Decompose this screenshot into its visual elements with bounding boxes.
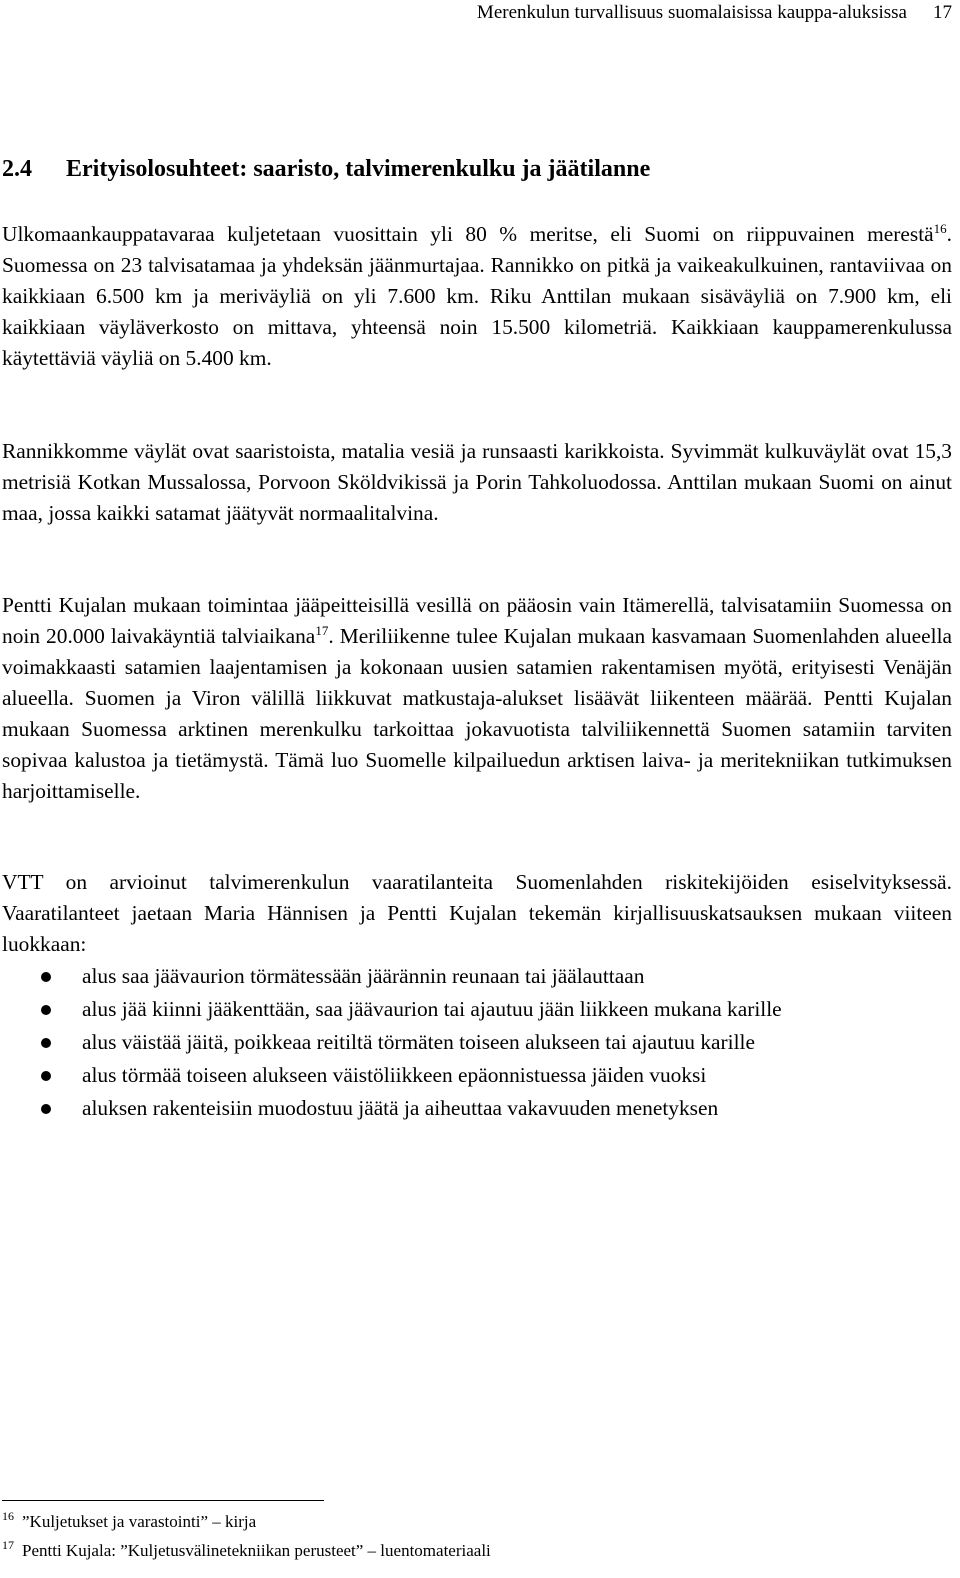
paragraph-1-text-a: Ulkomaankauppatavaraa kuljetetaan vuosittain yli 80 % meritse, eli Suomi on riippuvainen merestä	[2, 222, 934, 246]
list-item	[2, 961, 952, 992]
list-item	[2, 1027, 952, 1058]
footnote-text: Pentti Kujala: ”Kuljetusvälinetekniikan perusteet” – luentomateriaali	[22, 1541, 491, 1560]
paragraph-3-text-a: Pentti Kujalan mukaan toimintaa jääpeitteisillä vesillä on pääosin vain Itämerellä, talvisatamiin Suomessa on noin 20.000 laivakäyntiä talviaikana	[2, 593, 952, 648]
running-header-title: Merenkulun turvallisuus suomalaisissa kauppa-aluksissa	[476, 2, 907, 23]
section-heading	[2, 156, 650, 183]
bullet-icon	[41, 972, 51, 982]
bullet-icon	[41, 1104, 51, 1114]
paragraph-2: Rannikkomme väylät ovat saaristoista, matalia vesiä ja runsaasti karikkoista. Syvimmät kulkuväylät ovat 15,3 metrisiä Kotkan Mussalossa, Porvoon Sköldvikissä ja Porin Tahkoluodossa. Anttilan mukaan Suomi on ainut maa, jossa kaikki satamat jäätyvät normaalitalvina.	[2, 439, 952, 525]
list-item	[2, 1093, 952, 1124]
footnote-separator	[2, 1500, 324, 1501]
footnote-17	[2, 1538, 491, 1561]
footnote-16	[2, 1509, 257, 1532]
paragraph-3-text-b: . Meriliikenne tulee Kujalan mukaan kasvamaan Suomenlahden alueella voimakkaasti satamien laajentamisen ja kokonaan uusien satamien rakentamisen myötä, erityisesti Venäjän alueella. Suomen ja Viron välillä liikkuvat matkustaja-alukset lisäävät liikenteen määrää. Pentti Kujalan mukaan Suomessa arktinen merenkulku tarkoittaa jokavuotista talviliikennettä Suomen satamiin tarviten sopivaa kalustoa ja tietämystä. Tämä luo Suomelle kilpailuedun arktisen laiva- ja meritekniikan tutkimuksen harjoittamiselle.	[2, 624, 952, 803]
paragraph-1	[2, 219, 952, 374]
page-number: 17	[933, 2, 952, 23]
list-item-text: alus väistää jäitä, poikkeaa reitiltä törmäten toiseen alukseen tai ajautuu karille	[82, 1030, 755, 1054]
paragraph-4: VTT on arvioinut talvimerenkulun vaaratilanteita Suomenlahden riskitekijöiden esiselvityksessä. Vaaratilanteet jaetaan Maria Hännisen ja Pentti Kujalan tekemän kirjallisuuskatsauksen mukaan viiteen luokkaan:	[2, 870, 952, 956]
footnote-ref-16: 16	[933, 220, 947, 236]
bullet-icon	[41, 1038, 51, 1048]
list-item-text: alus törmää toiseen alukseen väistöliikkeen epäonnistuessa jäiden vuoksi	[82, 1063, 707, 1087]
paragraph-3	[2, 590, 952, 807]
list-item	[2, 1060, 952, 1091]
list-item-text: aluksen rakenteisiin muodostuu jäätä ja aiheuttaa vakavuuden menetyksen	[82, 1096, 719, 1120]
bullet-icon	[41, 1005, 51, 1015]
hazard-list	[2, 961, 952, 1126]
paragraph-1-text-b: . Suomessa on 23 talvisatamaa ja yhdeksän jäänmurtajaa. Rannikko on pitkä ja vaikeakulkuinen, rantaviivaa on kaikkiaan 6.500 km ja meriväyliä on yli 7.600 km. Riku Anttilan mukaan sisäväyliä on 7.900 km, eli kaikkiaan väyläverkosto on mittava, yhteensä noin 15.500 kilometriä. Kaikkiaan kauppamerenkulussa käytettäviä väyliä on 5.400 km.	[2, 222, 952, 370]
list-item	[2, 994, 952, 1025]
running-header	[477, 2, 952, 24]
footnote-mark: 16	[2, 1509, 14, 1524]
bullet-icon	[41, 1071, 51, 1081]
footnote-mark: 17	[2, 1538, 14, 1553]
section-title: Erityisolosuhteet: saaristo, talvimerenkulku ja jäätilanne	[66, 156, 651, 182]
section-number: 2.4	[2, 156, 32, 182]
list-item-text: alus jää kiinni jääkenttään, saa jäävaurion tai ajautuu jään liikkeen mukana karille	[82, 997, 782, 1021]
list-item-text: alus saa jäävaurion törmätessään jäärännin reunaan tai jäälauttaan	[82, 964, 645, 988]
footnote-text: ”Kuljetukset ja varastointi” – kirja	[22, 1512, 257, 1531]
footnote-ref-17: 17	[315, 622, 329, 638]
